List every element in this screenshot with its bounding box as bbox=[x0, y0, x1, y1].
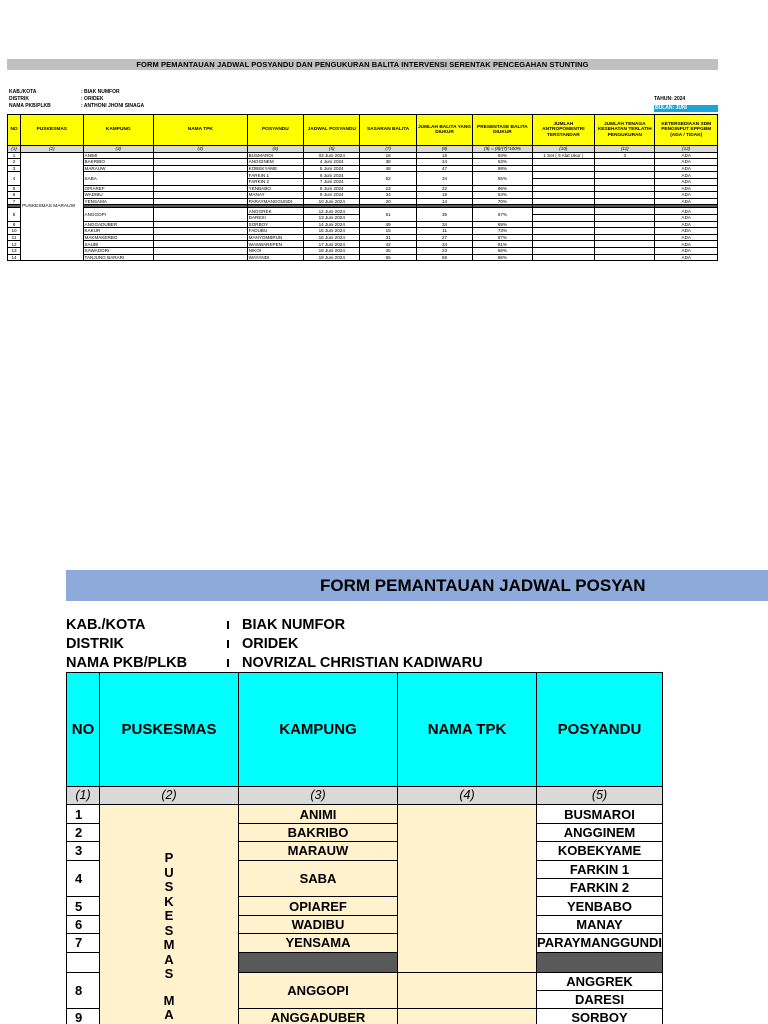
cell-tenaga bbox=[595, 198, 655, 205]
cell-diukur: 14 bbox=[416, 198, 472, 205]
cell-persen: 57% bbox=[473, 208, 532, 221]
cell-diukur: 22 bbox=[416, 185, 472, 192]
distrik-row bbox=[9, 96, 104, 103]
cell-posyandu: BUSMAROI bbox=[247, 152, 303, 159]
cell-no: 13 bbox=[8, 247, 21, 254]
cell-posyandu: FARKIN 1 bbox=[247, 172, 303, 179]
index-cell: (1) bbox=[8, 146, 21, 153]
zoom-cell-posyandu: SORBOY bbox=[537, 1009, 663, 1024]
zoom-cell-posyandu: FARKIN 2 bbox=[537, 878, 663, 896]
table-row bbox=[8, 228, 718, 235]
cell-kampung: BAKRIBO bbox=[83, 159, 153, 166]
distrik-label: DISTRIK bbox=[9, 96, 29, 102]
index-cell: (9) = (8)/(7)*100% bbox=[473, 146, 532, 153]
zoom-cell-kampung: BAKRIBO bbox=[239, 823, 398, 841]
zoom-cell-posyandu: PARAYMANGGUNDI bbox=[537, 935, 662, 951]
cell-kampung: MARAUW bbox=[83, 165, 153, 172]
zoom-puskesmas-letter: M bbox=[163, 937, 175, 953]
cell-jadwal: 17 Juni 2024 bbox=[304, 241, 360, 248]
zoom-title: FORM PEMANTAUAN JADWAL POSYAN bbox=[320, 576, 646, 595]
cell-no: 7 bbox=[8, 198, 21, 205]
cell-kampung: KAKUR bbox=[83, 228, 153, 235]
zoom-cell-kampung: MARAUW bbox=[239, 842, 398, 860]
index-cell: (6) bbox=[304, 146, 360, 153]
cell-posyandu: SORBOY bbox=[247, 221, 303, 228]
table-row bbox=[8, 192, 718, 199]
cell-nama-tpk bbox=[154, 228, 248, 235]
cell-sdm: ADA bbox=[655, 185, 718, 192]
cell-jadwal: 7 Juni 2024 bbox=[304, 178, 360, 185]
cell-antropometri bbox=[532, 198, 594, 205]
zoom-cell-kampung: ANGGADUBER bbox=[239, 1009, 398, 1024]
cell-diukur: 34 bbox=[416, 241, 472, 248]
table-header-row bbox=[8, 115, 718, 146]
cell-diukur: 47 bbox=[416, 165, 472, 172]
cell-sdm: ADA bbox=[655, 228, 718, 235]
index-cell: (11) bbox=[595, 146, 655, 153]
cell-antropometri bbox=[532, 228, 594, 235]
index-row bbox=[8, 146, 718, 153]
table-row bbox=[8, 165, 718, 172]
cell-persen: 81% bbox=[473, 241, 532, 248]
cell-no: 2 bbox=[8, 159, 21, 166]
column-header: JADWAL POSYANDU bbox=[304, 115, 360, 146]
zoom-puskesmas-letters bbox=[162, 851, 176, 1023]
cell-no: 8 bbox=[8, 208, 21, 221]
zoom-cell-nama-tpk bbox=[398, 805, 537, 972]
cell-nama-tpk bbox=[154, 234, 248, 241]
cell-no: 5 bbox=[8, 185, 21, 192]
zoom-puskesmas-letter: S bbox=[164, 966, 174, 982]
zoom-cell-no: 5 bbox=[67, 897, 100, 915]
cell-diukur: 35 bbox=[416, 208, 472, 221]
zoom-cell-kampung: ANIMI bbox=[239, 805, 398, 823]
cell-tenaga bbox=[595, 254, 655, 261]
cell-posyandu: WAYANDI bbox=[247, 254, 303, 261]
column-header: JUMLAH BALITA YANG DIUKUR bbox=[416, 115, 472, 146]
zoom-cell-no: 3 bbox=[67, 842, 100, 860]
zoom-cell-no: 7 bbox=[67, 934, 100, 952]
zoom-index-cell: (1) bbox=[67, 787, 100, 805]
cell-antropometri bbox=[532, 214, 594, 221]
cell-sdm: ADA bbox=[655, 247, 718, 254]
schedule-table bbox=[7, 114, 718, 261]
cell-kampung: SAUBI bbox=[83, 241, 153, 248]
cell-posyandu: WASWAREPEN bbox=[247, 241, 303, 248]
cell-kampung: ANIMI bbox=[83, 152, 153, 159]
cell-diukur: 24 bbox=[416, 159, 472, 166]
column-header: JUMLAH ANTROPOMENTRI TERSTANDAR bbox=[532, 115, 594, 146]
cell-antropometri bbox=[532, 221, 594, 228]
zoom-pkb-row bbox=[66, 654, 483, 673]
cell-jadwal: 10 Juni 2024 bbox=[304, 198, 360, 205]
index-cell: (12) bbox=[655, 146, 718, 153]
zoom-index-cell: (5) bbox=[537, 787, 663, 805]
cell-sasaran: 48 bbox=[360, 165, 416, 172]
cell-nama-tpk bbox=[154, 185, 248, 192]
index-cell: (2) bbox=[21, 146, 83, 153]
cell-posyandu: KOBEKYAME bbox=[247, 165, 303, 172]
cell-persen: 98% bbox=[473, 165, 532, 172]
cell-jadwal: 4 Juni 2024 bbox=[304, 159, 360, 166]
column-header: SASARAN BALITA bbox=[360, 115, 416, 146]
cell-nama-tpk bbox=[154, 152, 248, 159]
zoom-index-row bbox=[67, 787, 663, 805]
cell-sasaran: 34 bbox=[360, 192, 416, 199]
table-row bbox=[8, 185, 718, 192]
cell-no: 3 bbox=[8, 165, 21, 172]
form-zoom bbox=[0, 570, 768, 1024]
cell-puskesmas: PUSKESMAS MARAUW bbox=[21, 152, 83, 261]
cell-no: 9 bbox=[8, 221, 21, 228]
cell-sasaran: 62 bbox=[360, 172, 416, 185]
cell-nama-tpk bbox=[154, 172, 248, 185]
cell-antropometri bbox=[532, 247, 594, 254]
cell-sdm: ADA bbox=[655, 198, 718, 205]
cell-diukur: 56 bbox=[416, 254, 472, 261]
cell-no: 4 bbox=[8, 172, 21, 185]
cell-tenaga bbox=[595, 234, 655, 241]
zoom-cell-posyandu: BUSMAROI bbox=[537, 805, 663, 823]
cell-sdm: ADA bbox=[655, 159, 718, 166]
cell-jadwal: 14 Juni 2024 bbox=[304, 221, 360, 228]
cell-posyandu: ANGGREK bbox=[247, 208, 303, 215]
cell-sasaran: 31 bbox=[360, 234, 416, 241]
bulan-label: BULAN: JUNI bbox=[654, 105, 718, 112]
table-row bbox=[8, 247, 718, 254]
cell-posyandu: FADUBU bbox=[247, 228, 303, 235]
cell-persen: 53% bbox=[473, 192, 532, 199]
cell-tenaga bbox=[595, 185, 655, 192]
cell-antropometri bbox=[532, 241, 594, 248]
tahun-label: TAHUN: 2024 bbox=[654, 96, 686, 102]
cell-sdm: ADA bbox=[655, 208, 718, 215]
zoom-index-cell: (4) bbox=[398, 787, 537, 805]
cell-jadwal: 8 Juni 2024 bbox=[304, 185, 360, 192]
zoom-cell-posyandu: FARKIN 1 bbox=[537, 860, 663, 878]
cell-antropometri bbox=[532, 159, 594, 166]
cell-nama-tpk bbox=[154, 165, 248, 172]
zoom-cell-kampung: WADIBU bbox=[239, 915, 398, 933]
zoom-kab-row bbox=[66, 616, 483, 635]
cell-jadwal: 03 Juni 2024 bbox=[304, 152, 360, 159]
cell-nama-tpk bbox=[154, 159, 248, 166]
column-header: PUSKESMAS bbox=[21, 115, 83, 146]
zoom-cell-posyandu: ANGGREK bbox=[537, 972, 663, 990]
zoom-cell-no: 2 bbox=[67, 823, 100, 841]
table-row bbox=[8, 221, 718, 228]
cell-no: 6 bbox=[8, 192, 21, 199]
zoom-cell-puskesmas bbox=[100, 805, 239, 1024]
zoom-puskesmas-letter: P bbox=[164, 850, 174, 866]
cell-sasaran: 65 bbox=[360, 254, 416, 261]
cell-tenaga bbox=[595, 241, 655, 248]
zoom-separator-cell bbox=[239, 952, 398, 972]
cell-kampung: OPIAREF bbox=[83, 185, 153, 192]
zoom-cell-kampung: ANGGOPI bbox=[239, 972, 398, 1009]
zoom-index-cell: (3) bbox=[239, 787, 398, 805]
cell-jadwal: 19 Juni 2024 bbox=[304, 254, 360, 261]
zoom-distrik-label: DISTRIK bbox=[66, 636, 124, 652]
cell-tenaga bbox=[595, 221, 655, 228]
cell-kampung: SAWADORI bbox=[83, 247, 153, 254]
zoom-cell-no: 6 bbox=[67, 915, 100, 933]
cell-sasaran: 38 bbox=[360, 159, 416, 166]
table-row bbox=[8, 172, 718, 179]
distrik-value: : ORIDEK bbox=[81, 96, 104, 102]
cell-sasaran: 49 bbox=[360, 221, 416, 228]
cell-sdm: ADA bbox=[655, 214, 718, 221]
zoom-puskesmas-letter: A bbox=[164, 1007, 174, 1023]
cell-posyandu: MANYOMBRUN bbox=[247, 234, 303, 241]
cell-tenaga bbox=[595, 172, 655, 179]
cell-persen: 73% bbox=[473, 228, 532, 235]
cell-sdm: ADA bbox=[655, 172, 718, 179]
form-small bbox=[7, 59, 718, 261]
cell-sdm: ADA bbox=[655, 192, 718, 199]
cell-jadwal: 13 Juni 2024 bbox=[304, 214, 360, 221]
cell-nama-tpk bbox=[154, 192, 248, 199]
zoom-header-row bbox=[67, 673, 663, 787]
cell-persen: 86% bbox=[473, 254, 532, 261]
cell-sasaran: 20 bbox=[360, 198, 416, 205]
cell-diukur: 15 bbox=[416, 152, 472, 159]
cell-diukur: 23 bbox=[416, 247, 472, 254]
kab-label: KAB./KOTA bbox=[9, 89, 37, 95]
cell-nama-tpk bbox=[154, 254, 248, 261]
cell-posyandu: DARESI bbox=[247, 214, 303, 221]
cell-kampung: WADIBU bbox=[83, 192, 153, 199]
cell-jadwal: 18 Juni 2024 bbox=[304, 247, 360, 254]
cell-nama-tpk bbox=[154, 241, 248, 248]
zoom-column-header: NO bbox=[67, 673, 100, 787]
cell-tenaga bbox=[595, 165, 655, 172]
cell-tenaga bbox=[595, 159, 655, 166]
cell-tenaga bbox=[595, 214, 655, 221]
cell-sasaran: 23 bbox=[360, 185, 416, 192]
zoom-cell-posyandu: KOBEKYAME bbox=[537, 842, 663, 860]
table-row bbox=[8, 208, 718, 215]
pkb-row bbox=[9, 103, 144, 110]
zoom-separator-cell bbox=[67, 952, 100, 972]
table-row bbox=[8, 234, 718, 241]
cell-jadwal: 16 Juni 2024 bbox=[304, 234, 360, 241]
zoom-separator-cell bbox=[537, 952, 663, 972]
cell-sdm: ADA bbox=[655, 178, 718, 185]
cell-kampung: TANJUNG BARARI bbox=[83, 254, 153, 261]
zoom-meta bbox=[66, 616, 483, 673]
table-row bbox=[8, 241, 718, 248]
column-header: JUMLAH TENAGA KESEHATAN TERLATIH PENGUKURAN bbox=[595, 115, 655, 146]
zoom-pkb-value: NOVRIZAL CHRISTIAN KADIWARU bbox=[242, 655, 483, 671]
zoom-column-header: PUSKESMAS bbox=[100, 673, 239, 787]
cell-diukur: 18 bbox=[416, 192, 472, 199]
zoom-puskesmas-letter: A bbox=[164, 951, 174, 967]
zoom-column-header: NAMA TPK bbox=[398, 673, 537, 787]
column-header: NAMA TPK bbox=[154, 115, 248, 146]
cell-sdm: ADA bbox=[655, 254, 718, 261]
zoom-puskesmas-letter: S bbox=[164, 922, 174, 938]
zoom-cell-posyandu: DARESI bbox=[537, 990, 663, 1008]
cell-jadwal: 15 Juni 2024 bbox=[304, 228, 360, 235]
index-cell: (8) bbox=[416, 146, 472, 153]
cell-sdm: ADA bbox=[655, 152, 718, 159]
zoom-distrik-row bbox=[66, 635, 483, 654]
cell-persen: 87% bbox=[473, 234, 532, 241]
cell-antropometri: 1 Set ( 5 Alat Ukur ) bbox=[532, 152, 594, 159]
cell-nama-tpk bbox=[154, 208, 248, 221]
column-header: KAMPUNG bbox=[83, 115, 153, 146]
cell-tenaga bbox=[595, 228, 655, 235]
cell-kampung: ANGGOPI bbox=[83, 208, 153, 221]
cell-nama-tpk bbox=[154, 221, 248, 228]
cell-tenaga bbox=[595, 178, 655, 185]
index-cell: (10) bbox=[532, 146, 594, 153]
cell-sdm: ADA bbox=[655, 165, 718, 172]
zoom-puskesmas-letter: K bbox=[164, 893, 174, 909]
column-header: NO bbox=[8, 115, 21, 146]
zoom-puskesmas-letter: E bbox=[164, 908, 174, 924]
cell-no: 10 bbox=[8, 228, 21, 235]
zoom-sep: ı bbox=[226, 655, 231, 671]
zoom-cell-nama-tpk bbox=[398, 1009, 537, 1024]
zoom-sep: ı bbox=[226, 636, 231, 652]
table-row bbox=[8, 159, 718, 166]
zoom-column-header: KAMPUNG bbox=[239, 673, 398, 787]
kab-value: : BIAK NUMFOR bbox=[81, 89, 120, 95]
cell-no: 12 bbox=[8, 241, 21, 248]
cell-kampung: MAKMAKERBO bbox=[83, 234, 153, 241]
zoom-kab-label: KAB./KOTA bbox=[66, 617, 146, 633]
cell-no: 1 bbox=[8, 152, 21, 159]
zoom-cell-posyandu: MANAY bbox=[537, 915, 663, 933]
form-meta bbox=[7, 70, 718, 111]
form-title: FORM PEMANTAUAN JADWAL POSYANDU DAN PENGUKURAN BALITA INTERVENSI SERENTAK PENCEGAHAN STUNTING bbox=[7, 59, 718, 70]
cell-persen: 69% bbox=[473, 221, 532, 228]
zoom-kab-value: BIAK NUMFOR bbox=[242, 617, 346, 633]
cell-jadwal: 6 Juni 2024 bbox=[304, 172, 360, 179]
zoom-table bbox=[66, 672, 663, 1024]
cell-persen: 55% bbox=[473, 172, 532, 185]
zoom-cell-no: 8 bbox=[67, 972, 100, 1009]
index-cell: (7) bbox=[360, 146, 416, 153]
index-cell: (4) bbox=[154, 146, 248, 153]
cell-posyandu: NIKOI bbox=[247, 247, 303, 254]
cell-persen: 96% bbox=[473, 185, 532, 192]
zoom-cell-no: 9 bbox=[67, 1009, 100, 1024]
column-header: KETERSEDIAAN SDM PENGINPUT EPPGBM (ADA / TIDAK) bbox=[655, 115, 718, 146]
table-row bbox=[8, 254, 718, 261]
cell-sdm: ADA bbox=[655, 221, 718, 228]
zoom-table-row bbox=[67, 805, 663, 823]
zoom-pkb-label: NAMA PKB/PLKB bbox=[66, 655, 188, 671]
zoom-cell-kampung: SABA bbox=[239, 860, 398, 897]
zoom-index-cell: (2) bbox=[100, 787, 239, 805]
column-header: POSYANDU bbox=[247, 115, 303, 146]
cell-antropometri bbox=[532, 192, 594, 199]
zoom-column-header: POSYANDU bbox=[537, 673, 663, 787]
zoom-distrik-value: ORIDEK bbox=[242, 636, 299, 652]
cell-antropometri bbox=[532, 178, 594, 185]
cell-no: 14 bbox=[8, 254, 21, 261]
cell-kampung: SABA bbox=[83, 172, 153, 185]
index-cell: (3) bbox=[83, 146, 153, 153]
zoom-cell-kampung: OPIAREF bbox=[239, 897, 398, 915]
cell-antropometri bbox=[532, 208, 594, 215]
cell-kampung: ANGGADUBER bbox=[83, 221, 153, 228]
column-header: PRESENTASE BALITA DIUKUR bbox=[473, 115, 532, 146]
cell-tenaga bbox=[595, 208, 655, 215]
cell-sdm: ADA bbox=[655, 234, 718, 241]
cell-antropometri bbox=[532, 254, 594, 261]
cell-jadwal: 12 Juni 2024 bbox=[304, 208, 360, 215]
cell-jadwal: 9 Juni 2024 bbox=[304, 192, 360, 199]
pkb-value: : ANTHONI JHONI SINAGA bbox=[81, 103, 145, 109]
zoom-cell-nama-tpk bbox=[398, 972, 537, 1009]
cell-nama-tpk bbox=[154, 198, 248, 205]
cell-sasaran: 42 bbox=[360, 241, 416, 248]
cell-tenaga: 3 bbox=[595, 152, 655, 159]
cell-sasaran: 61 bbox=[360, 208, 416, 221]
kab-row bbox=[9, 89, 120, 96]
zoom-sep: ı bbox=[226, 617, 231, 633]
cell-antropometri bbox=[532, 165, 594, 172]
cell-jadwal: 5 Juni 2024 bbox=[304, 165, 360, 172]
cell-posyandu: MANAY bbox=[247, 192, 303, 199]
cell-sdm: ADA bbox=[655, 241, 718, 248]
cell-sasaran: 16 bbox=[360, 152, 416, 159]
zoom-cell-posyandu: ANGGINEM bbox=[537, 823, 663, 841]
cell-posyandu: PARAYMANGGUNDI bbox=[247, 198, 303, 205]
cell-diukur: 11 bbox=[416, 228, 472, 235]
cell-sasaran: 35 bbox=[360, 247, 416, 254]
cell-posyandu: ANGGINEM bbox=[247, 159, 303, 166]
cell-persen: 63% bbox=[473, 159, 532, 166]
cell-diukur: 27 bbox=[416, 234, 472, 241]
cell-diukur: 34 bbox=[416, 221, 472, 228]
cell-nama-tpk bbox=[154, 247, 248, 254]
cell-tenaga bbox=[595, 192, 655, 199]
zoom-cell-no: 1 bbox=[67, 805, 100, 823]
zoom-puskesmas-letter: S bbox=[164, 879, 174, 895]
cell-antropometri bbox=[532, 185, 594, 192]
zoom-title-bar bbox=[66, 570, 768, 601]
cell-diukur: 34 bbox=[416, 172, 472, 185]
cell-posyandu: YENBABO bbox=[247, 185, 303, 192]
cell-antropometri bbox=[532, 172, 594, 179]
zoom-puskesmas-letter: M bbox=[163, 992, 175, 1008]
cell-persen: 94% bbox=[473, 152, 532, 159]
zoom-cell-no: 4 bbox=[67, 860, 100, 897]
zoom-cell-kampung: YENSAMA bbox=[239, 934, 398, 952]
index-cell: (5) bbox=[247, 146, 303, 153]
table-row bbox=[8, 198, 718, 205]
cell-sasaran: 15 bbox=[360, 228, 416, 235]
cell-kampung: YENSAMA bbox=[83, 198, 153, 205]
cell-persen: 66% bbox=[473, 247, 532, 254]
table-row bbox=[8, 152, 718, 159]
cell-posyandu: FARKIN 2 bbox=[247, 178, 303, 185]
cell-antropometri bbox=[532, 234, 594, 241]
cell-no: 11 bbox=[8, 234, 21, 241]
cell-persen: 70% bbox=[473, 198, 532, 205]
pkb-label: NAMA PKB/PLKB bbox=[9, 103, 51, 109]
zoom-puskesmas-letter: U bbox=[164, 864, 174, 880]
zoom-cell-posyandu: YENBABO bbox=[537, 897, 663, 915]
cell-tenaga bbox=[595, 247, 655, 254]
